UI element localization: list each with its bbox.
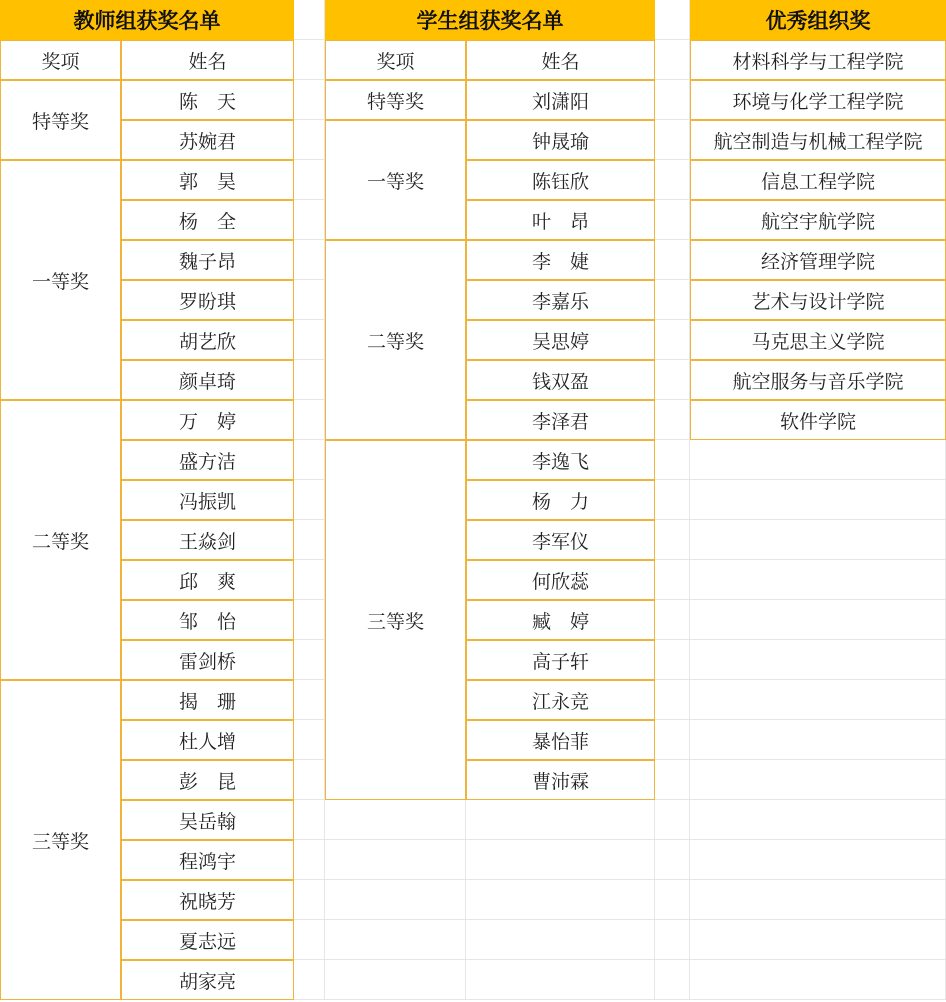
empty-cell[interactable]	[294, 360, 325, 400]
empty-cell[interactable]	[655, 480, 690, 520]
empty-cell[interactable]	[655, 160, 690, 200]
teacher-award-cell[interactable]: 三等奖	[0, 680, 121, 1000]
teacher-name-cell[interactable]: 祝晓芳	[121, 880, 294, 920]
teacher-name-cell[interactable]: 夏志远	[121, 920, 294, 960]
organization-item-cell[interactable]: 航空制造与机械工程学院	[690, 120, 946, 160]
empty-cell[interactable]	[294, 800, 325, 840]
empty-cell[interactable]	[325, 840, 466, 880]
empty-cell[interactable]	[690, 760, 946, 800]
teacher-col-award-header[interactable]: 奖项	[0, 40, 121, 80]
organization-item-cell[interactable]: 材料科学与工程学院	[690, 40, 946, 80]
student-award-cell[interactable]: 特等奖	[325, 80, 466, 120]
student-name-cell[interactable]: 江永竞	[466, 680, 655, 720]
empty-cell[interactable]	[294, 200, 325, 240]
teacher-name-cell[interactable]: 揭 珊	[121, 680, 294, 720]
empty-cell[interactable]	[294, 640, 325, 680]
teacher-name-cell[interactable]: 盛方洁	[121, 440, 294, 480]
teacher-name-cell[interactable]: 罗昐琪	[121, 280, 294, 320]
empty-cell[interactable]	[655, 560, 690, 600]
empty-cell[interactable]	[466, 960, 655, 1000]
student-name-cell[interactable]: 杨 力	[466, 480, 655, 520]
empty-cell[interactable]	[294, 280, 325, 320]
empty-cell[interactable]	[294, 80, 325, 120]
student-name-cell[interactable]: 刘潇阳	[466, 80, 655, 120]
student-award-cell[interactable]: 二等奖	[325, 240, 466, 440]
empty-cell[interactable]	[655, 0, 690, 40]
empty-cell[interactable]	[325, 880, 466, 920]
empty-cell[interactable]	[325, 920, 466, 960]
student-name-cell[interactable]: 钱双盈	[466, 360, 655, 400]
student-name-cell[interactable]: 陈钰欣	[466, 160, 655, 200]
teacher-name-cell[interactable]: 冯振凯	[121, 480, 294, 520]
empty-cell[interactable]	[294, 560, 325, 600]
student-col-name-header[interactable]: 姓名	[466, 40, 655, 80]
empty-cell[interactable]	[325, 800, 466, 840]
empty-cell[interactable]	[655, 960, 690, 1000]
empty-cell[interactable]	[690, 720, 946, 760]
empty-cell[interactable]	[690, 880, 946, 920]
student-name-cell[interactable]: 臧 婷	[466, 600, 655, 640]
student-name-cell[interactable]: 暴怡菲	[466, 720, 655, 760]
empty-cell[interactable]	[690, 800, 946, 840]
empty-cell[interactable]	[655, 520, 690, 560]
empty-cell[interactable]	[655, 880, 690, 920]
student-name-cell[interactable]: 钟晟瑜	[466, 120, 655, 160]
empty-cell[interactable]	[294, 720, 325, 760]
student-name-cell[interactable]: 李嘉乐	[466, 280, 655, 320]
empty-cell[interactable]	[655, 760, 690, 800]
empty-cell[interactable]	[466, 880, 655, 920]
empty-cell[interactable]	[466, 840, 655, 880]
empty-cell[interactable]	[294, 960, 325, 1000]
empty-cell[interactable]	[655, 600, 690, 640]
empty-cell[interactable]	[655, 240, 690, 280]
student-name-cell[interactable]: 何欣蕊	[466, 560, 655, 600]
empty-cell[interactable]	[294, 760, 325, 800]
empty-cell[interactable]	[325, 960, 466, 1000]
empty-cell[interactable]	[294, 240, 325, 280]
organization-title[interactable]: 优秀组织奖	[690, 0, 946, 40]
empty-cell[interactable]	[690, 560, 946, 600]
teacher-name-cell[interactable]: 邹 怡	[121, 600, 294, 640]
empty-cell[interactable]	[294, 480, 325, 520]
teacher-name-cell[interactable]: 胡艺欣	[121, 320, 294, 360]
empty-cell[interactable]	[690, 600, 946, 640]
student-award-cell[interactable]: 三等奖	[325, 440, 466, 800]
empty-cell[interactable]	[294, 320, 325, 360]
empty-cell[interactable]	[655, 840, 690, 880]
empty-cell[interactable]	[655, 440, 690, 480]
empty-cell[interactable]	[294, 0, 325, 40]
teacher-name-cell[interactable]: 邱 爽	[121, 560, 294, 600]
teacher-name-cell[interactable]: 万 婷	[121, 400, 294, 440]
empty-cell[interactable]	[655, 400, 690, 440]
empty-cell[interactable]	[655, 320, 690, 360]
empty-cell[interactable]	[655, 680, 690, 720]
teacher-name-cell[interactable]: 彭 昆	[121, 760, 294, 800]
teacher-name-cell[interactable]: 杜人增	[121, 720, 294, 760]
empty-cell[interactable]	[294, 920, 325, 960]
empty-cell[interactable]	[655, 640, 690, 680]
empty-cell[interactable]	[294, 120, 325, 160]
organization-item-cell[interactable]: 艺术与设计学院	[690, 280, 946, 320]
empty-cell[interactable]	[294, 680, 325, 720]
empty-cell[interactable]	[294, 840, 325, 880]
empty-cell[interactable]	[690, 520, 946, 560]
student-title[interactable]: 学生组获奖名单	[325, 0, 655, 40]
student-name-cell[interactable]: 李泽君	[466, 400, 655, 440]
empty-cell[interactable]	[690, 640, 946, 680]
student-name-cell[interactable]: 李逸飞	[466, 440, 655, 480]
organization-item-cell[interactable]: 航空服务与音乐学院	[690, 360, 946, 400]
teacher-name-cell[interactable]: 郭 昊	[121, 160, 294, 200]
student-col-award-header[interactable]: 奖项	[325, 40, 466, 80]
empty-cell[interactable]	[655, 360, 690, 400]
organization-item-cell[interactable]: 环境与化学工程学院	[690, 80, 946, 120]
empty-cell[interactable]	[690, 960, 946, 1000]
teacher-award-cell[interactable]: 二等奖	[0, 400, 121, 680]
student-name-cell[interactable]: 李军仪	[466, 520, 655, 560]
teacher-title[interactable]: 教师组获奖名单	[0, 0, 294, 40]
teacher-name-cell[interactable]: 吴岳翰	[121, 800, 294, 840]
teacher-name-cell[interactable]: 魏子昂	[121, 240, 294, 280]
student-award-cell[interactable]: 一等奖	[325, 120, 466, 240]
teacher-name-cell[interactable]: 雷剑桥	[121, 640, 294, 680]
empty-cell[interactable]	[294, 40, 325, 80]
empty-cell[interactable]	[690, 440, 946, 480]
organization-item-cell[interactable]: 信息工程学院	[690, 160, 946, 200]
empty-cell[interactable]	[690, 840, 946, 880]
empty-cell[interactable]	[294, 400, 325, 440]
teacher-name-cell[interactable]: 颜卓琦	[121, 360, 294, 400]
teacher-name-cell[interactable]: 陈 天	[121, 80, 294, 120]
student-name-cell[interactable]: 李 婕	[466, 240, 655, 280]
empty-cell[interactable]	[466, 920, 655, 960]
empty-cell[interactable]	[655, 920, 690, 960]
empty-cell[interactable]	[655, 720, 690, 760]
student-name-cell[interactable]: 叶 昂	[466, 200, 655, 240]
teacher-name-cell[interactable]: 胡家亮	[121, 960, 294, 1000]
empty-cell[interactable]	[655, 280, 690, 320]
organization-item-cell[interactable]: 马克思主义学院	[690, 320, 946, 360]
organization-item-cell[interactable]: 软件学院	[690, 400, 946, 440]
empty-cell[interactable]	[655, 200, 690, 240]
empty-cell[interactable]	[690, 680, 946, 720]
empty-cell[interactable]	[655, 40, 690, 80]
empty-cell[interactable]	[294, 520, 325, 560]
empty-cell[interactable]	[690, 480, 946, 520]
teacher-award-cell[interactable]: 一等奖	[0, 160, 121, 400]
organization-item-cell[interactable]: 经济管理学院	[690, 240, 946, 280]
student-name-cell[interactable]: 曹沛霖	[466, 760, 655, 800]
teacher-name-cell[interactable]: 王焱剑	[121, 520, 294, 560]
teacher-name-cell[interactable]: 程鸿宇	[121, 840, 294, 880]
teacher-name-cell[interactable]: 苏婉君	[121, 120, 294, 160]
empty-cell[interactable]	[690, 920, 946, 960]
empty-cell[interactable]	[655, 120, 690, 160]
teacher-name-cell[interactable]: 杨 全	[121, 200, 294, 240]
empty-cell[interactable]	[294, 440, 325, 480]
empty-cell[interactable]	[466, 800, 655, 840]
empty-cell[interactable]	[294, 600, 325, 640]
empty-cell[interactable]	[294, 160, 325, 200]
empty-cell[interactable]	[655, 800, 690, 840]
teacher-col-name-header[interactable]: 姓名	[121, 40, 294, 80]
student-name-cell[interactable]: 高子轩	[466, 640, 655, 680]
organization-item-cell[interactable]: 航空宇航学院	[690, 200, 946, 240]
empty-cell[interactable]	[294, 880, 325, 920]
student-name-cell[interactable]: 吴思婷	[466, 320, 655, 360]
empty-cell[interactable]	[655, 80, 690, 120]
teacher-award-cell[interactable]: 特等奖	[0, 80, 121, 160]
